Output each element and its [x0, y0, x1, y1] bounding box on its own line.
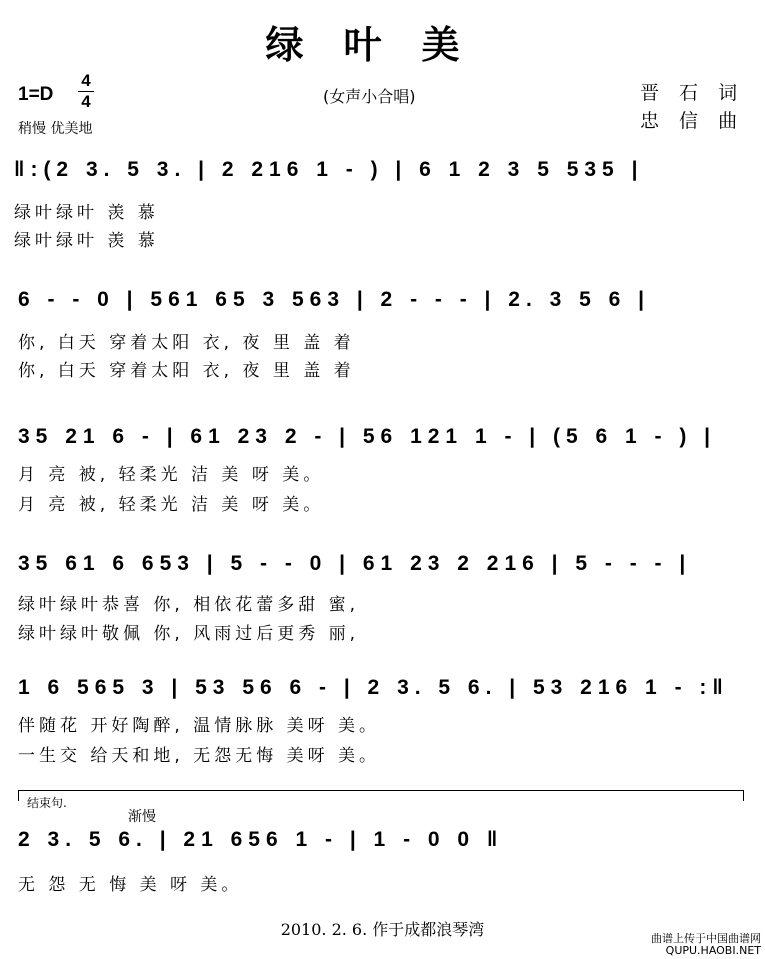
notation-row-2: 6 - - 0 | 561 65 3 563 | 2 - - - | 2. 3 5 6 |	[18, 288, 651, 311]
voice-type: (女声小合唱)	[323, 87, 416, 106]
lyrics-row-4-verse-2: 绿叶绿叶敬佩 你, 风雨过后更秀 丽,	[18, 624, 360, 644]
coda-tempo: 渐慢	[128, 809, 156, 825]
meter-top: 4	[81, 71, 91, 90]
composer-credit: 忠 信 曲	[640, 110, 745, 132]
lyrics-row-5-verse-2: 一生交 给天和地, 无怨无悔 美呀 美。	[18, 746, 381, 766]
coda-bracket	[18, 790, 744, 801]
composition-note: 2010. 2. 6. 作于成都浪琴湾	[280, 920, 485, 939]
lyrics-row-1-verse-2: 绿叶绿叶 羡 慕	[14, 231, 159, 251]
key-signature: 1=D	[18, 84, 54, 105]
lyrics-row-2-verse-1: 你, 白天 穿着太阳 衣, 夜 里 盖 着	[18, 333, 355, 353]
song-title: 绿叶美	[265, 23, 500, 67]
tempo-marking: 稍慢 优美地	[18, 121, 93, 137]
lyrics-row-4-verse-1: 绿叶绿叶恭喜 你, 相依花蕾多甜 蜜,	[18, 595, 360, 615]
watermark	[651, 933, 761, 957]
watermark-line2: QUPU.HAOBI.NET	[665, 944, 761, 957]
notation-row-5: 1 6 565 3 | 53 56 6 - | 2 3. 5 6. | 53 216 1 - :‖	[18, 676, 729, 699]
meter-bottom: 4	[81, 92, 91, 111]
lyrics-row-2-verse-2: 你, 白天 穿着太阳 衣, 夜 里 盖 着	[18, 361, 355, 381]
notation-row-6: 2 3. 5 6. | 21 656 1 - | 1 - 0 0 ‖	[18, 828, 504, 851]
lyrics-row-6-verse-1: 无 怨 无 悔 美 呀 美。	[18, 875, 243, 895]
watermark-line1: 曲谱上传于中国曲谱网	[651, 932, 761, 945]
notation-row-4: 35 61 6 653 | 5 - - 0 | 61 23 2 216 | 5 - - - |	[18, 552, 692, 575]
notation-row-1: ‖:(2 3. 5 3. | 2 216 1 - ) | 6 1 2 3 5 535 |	[14, 158, 644, 181]
lyrics-row-3-verse-1: 月 亮 被, 轻柔光 洁 美 呀 美。	[18, 465, 325, 485]
lyrics-row-3-verse-2: 月 亮 被, 轻柔光 洁 美 呀 美。	[18, 495, 325, 515]
lyrics-row-1-verse-1: 绿叶绿叶 羡 慕	[14, 203, 159, 223]
lyrics-row-5-verse-1: 伴随花 开好陶醉, 温情脉脉 美呀 美。	[18, 716, 381, 736]
lyricist-credit: 晋 石 词	[640, 82, 745, 104]
coda-label: 结束句.	[27, 796, 67, 810]
notation-row-3: 35 21 6 - | 61 23 2 - | 56 121 1 - | (5 6 1 - ) |	[18, 425, 717, 448]
time-signature	[78, 72, 94, 111]
